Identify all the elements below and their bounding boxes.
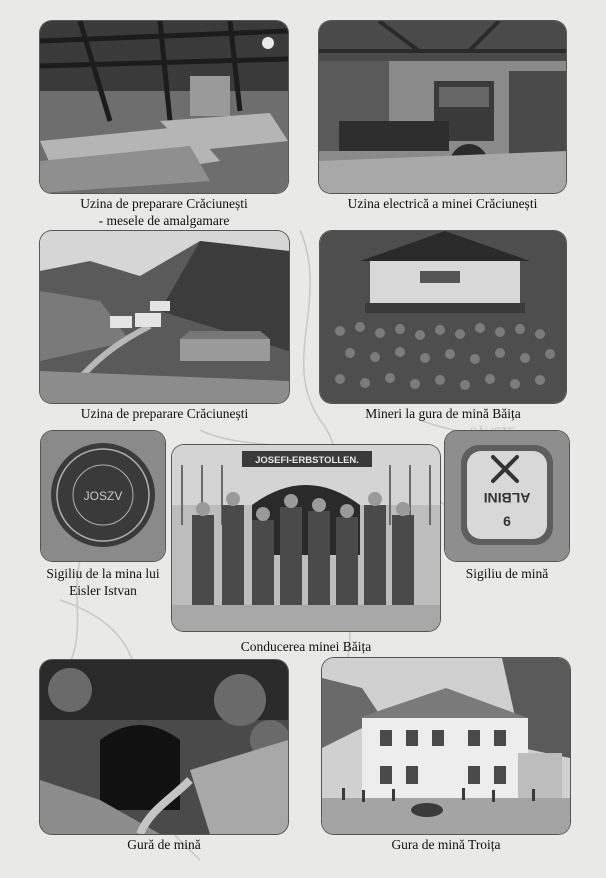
- caption-preparation-plant: [40, 405, 289, 422]
- caption-line: Eisler Istvan: [69, 583, 137, 598]
- caption-mine-leadership: [172, 638, 440, 655]
- photo-power-plant: [319, 21, 566, 193]
- caption-line: Gură de mină: [127, 837, 201, 852]
- photo-miners-crowd: [320, 231, 566, 403]
- caption-miners-baita: [320, 405, 566, 422]
- seal-number-text: 6: [503, 513, 511, 529]
- photo-mine-entrance: [40, 660, 288, 834]
- photo-albini-seal: [445, 431, 569, 561]
- caption-line: Uzina de preparare Crăciunești: [80, 406, 249, 421]
- caption-line: Conducerea minei Băița: [240, 639, 372, 654]
- photo-amalgamation-tables: [40, 21, 288, 193]
- caption-amalgamation-tables: [40, 195, 288, 229]
- caption-power-plant: [319, 195, 566, 212]
- photo-troita-mine: [322, 658, 570, 834]
- caption-line: Sigiliu de la mina lui: [46, 566, 160, 581]
- caption-mine-entrance: [40, 836, 288, 853]
- caption-line: Mineri la gura de mină Băița: [365, 406, 521, 421]
- caption-troita-mine: [322, 836, 570, 853]
- caption-line: - mesele de amalgamare: [98, 213, 230, 228]
- caption-mine-seal: [440, 565, 574, 582]
- tunnel-sign-text: JOSEFI-ERBSTOLLEN.: [255, 455, 359, 466]
- caption-line: Gura de mină Troița: [391, 837, 501, 852]
- caption-eisler-seal: [30, 565, 176, 599]
- caption-line: Uzina de preparare Crăciunești: [80, 196, 248, 211]
- seal-albini-text: ALBINI: [483, 490, 531, 506]
- photo-mine-leadership: [172, 445, 440, 631]
- caption-line: Uzina electrică a minei Crăciunești: [347, 196, 538, 211]
- caption-line: Sigiliu de mină: [465, 566, 549, 581]
- photo-eisler-seal: [41, 431, 165, 561]
- photo-preparation-plant-landscape: [40, 231, 289, 403]
- seal-center-text: JOSZV: [83, 489, 123, 503]
